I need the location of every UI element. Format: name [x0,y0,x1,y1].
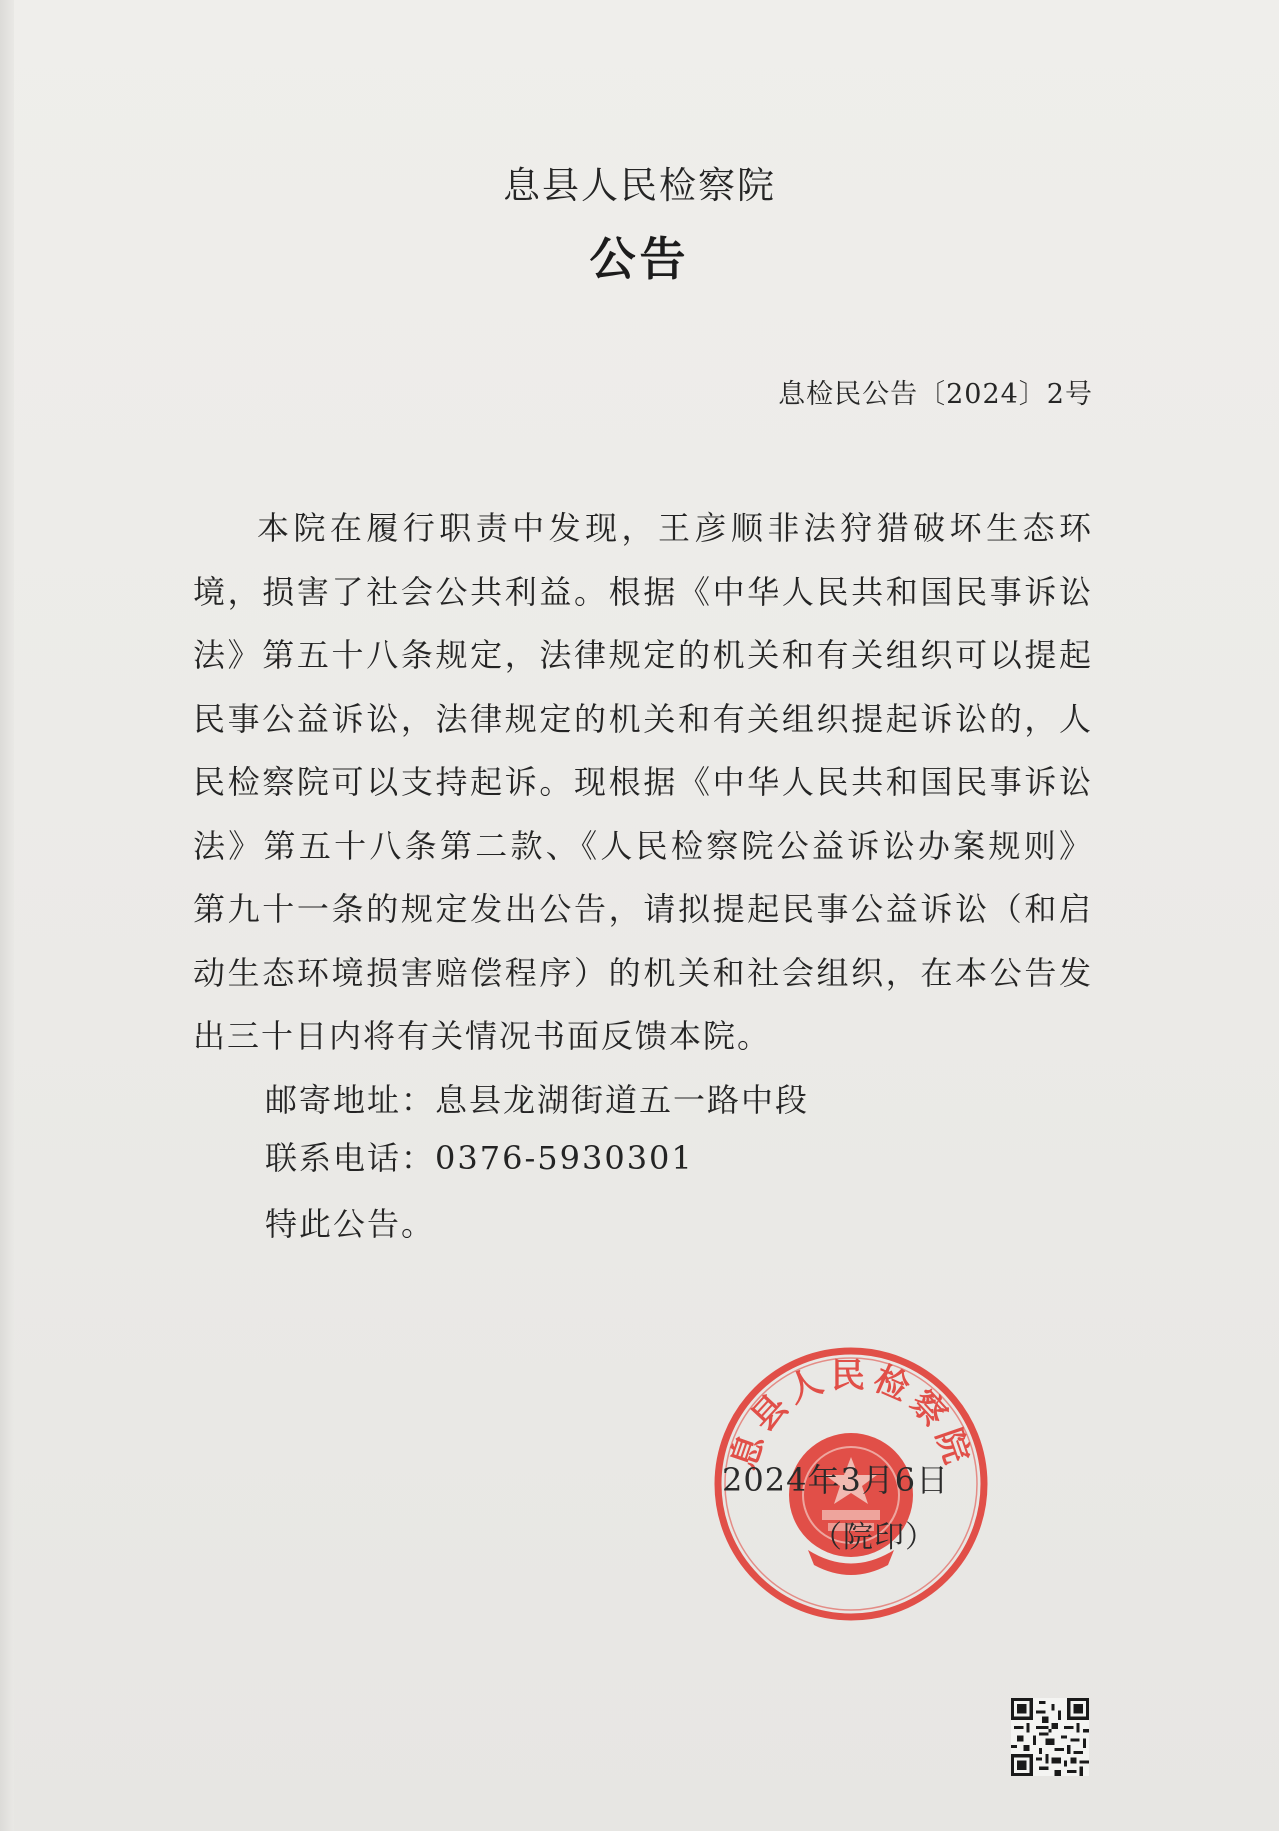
contact-phone: 联系电话：0376-5930301 [265,1139,694,1177]
issue-date: 2024年3月6日 [722,1461,950,1499]
qr-code-icon [1011,1698,1089,1776]
body-paragraph: 本院在履行职责中发现，王彦顺非法狩猎破坏生态环境，损害了社会公共利益。根据《中华人民共和国民事诉讼法》第五十八条规定，法律规定的机关和有关组织可以提起民事公益诉讼，法律规定的机关和有关组织提起诉讼的，人民检察院可以支持起诉。现根据《中华人民共和国民事诉讼法》第五十八条第二款、《人民检察院公益诉讼办案规则》第九十一条的规定发出公告，请拟提起民事公益诉讼（和启动生态环境损害赔偿程序）的机关和社会组织，在本公告发出三十日内将有关情况书面反馈本院。 [193,509,1093,1055]
mailing-address: 邮寄地址：息县龙湖街道五一路中段 [265,1081,810,1119]
org-name: 息县人民检察院 [503,164,776,207]
doc-number: 息检民公告〔2024〕2号 [778,379,1093,410]
doc-title: 公告 [589,232,690,286]
seal-note: （院印） [812,1520,936,1555]
closing-line: 特此公告。 [265,1205,436,1243]
svg-text:息县人民检察院: 息县人民检察院 [723,1355,979,1475]
